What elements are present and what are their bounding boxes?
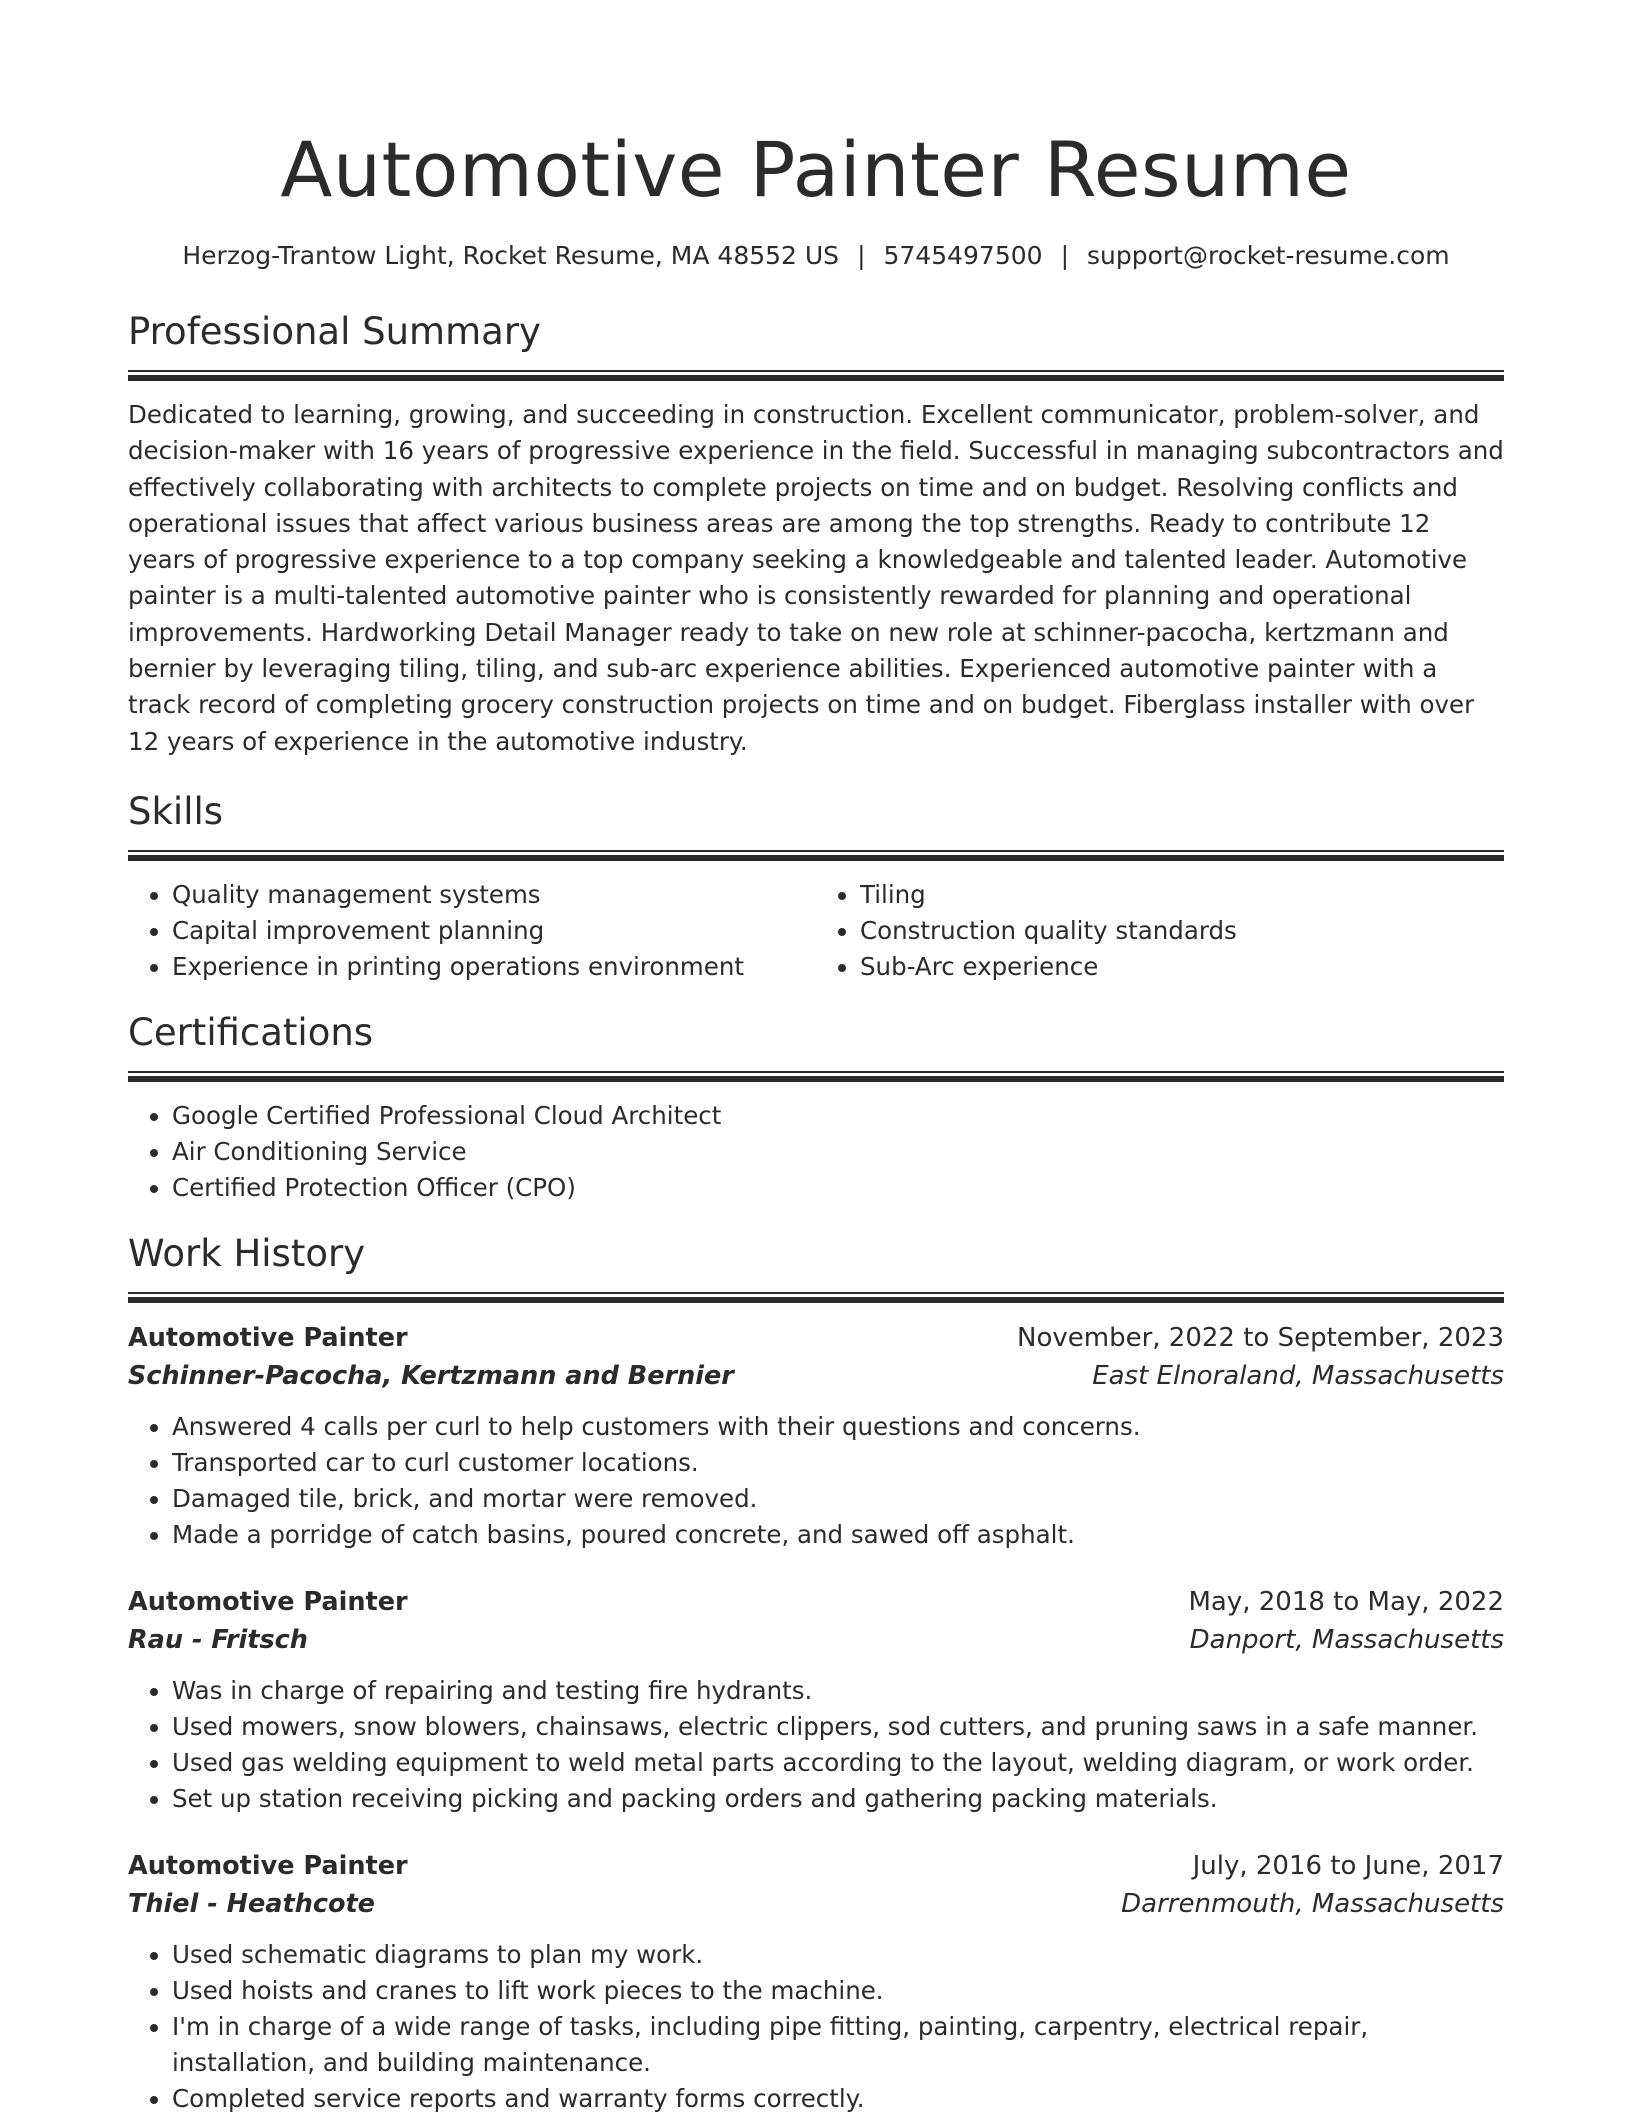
job-bullet: • I'm in charge of a wide range of tasks, including pipe fitting, painting, carpentry, electrical repair, installation, and building maintenance. <box>172 2009 1504 2081</box>
skill-item: • Construction quality standards <box>860 913 1504 949</box>
certifications-list <box>128 1098 1504 1206</box>
job-bullet: • Damaged tile, brick, and mortar were removed. <box>172 1481 1504 1517</box>
skills-grid <box>128 877 1504 985</box>
job-entry <box>128 1583 1504 1817</box>
summary-text: Dedicated to learning, growing, and succeeding in construction. Excellent communicator, problem-solver, and decision-maker with 16 years of progressive experience in the field. Successful in managing subcontractors and effectively collaborating with architects to complete projects on time and on budget. Resolving conflicts and operational issues that affect various business areas are among the top strengths. Ready to contribute 12 years of progressive experience to a top company seeking a knowledgeable and talented leader. Automotive painter is a multi-talented automotive painter who is consistently rewarded for planning and operational improvements. Hardworking Detail Manager ready to take on new role at schinner-pacocha, kertzmann and bernier by leveraging tiling, tiling, and sub-arc experience abilities. Experienced automotive painter with a track record of completing grocery construction projects on time and on budget. Fiberglass installer with over 12 years of experience in the automotive industry. <box>128 400 1504 756</box>
job-bullet: • Was in charge of repairing and testing fire hydrants. <box>172 1673 1504 1709</box>
job-bullet: • Used mowers, snow blowers, chainsaws, electric clippers, sod cutters, and pruning saws in a safe manner. <box>172 1709 1504 1745</box>
section-divider <box>128 850 1504 861</box>
job-title: Automotive Painter <box>128 1322 408 1353</box>
job-bullets <box>128 1673 1504 1817</box>
job-header-row <box>128 1583 1504 1621</box>
job-bullet: • Transported car to curl customer locations. <box>172 1445 1504 1481</box>
certifications-section <box>128 1009 1504 1206</box>
skill-item: • Capital improvement planning <box>172 913 816 949</box>
work-history-heading: Work History <box>128 1231 366 1275</box>
contact-phone: 5745497500 <box>883 241 1043 270</box>
job-bullet: • Made a porridge of catch basins, poured concrete, and sawed off asphalt. <box>172 1517 1504 1553</box>
job-company-row <box>128 1357 1504 1395</box>
job-bullet: • Completed service reports and warranty forms correctly. <box>172 2081 1504 2117</box>
summary-heading: Professional Summary <box>128 310 541 353</box>
skills-section <box>128 788 1504 985</box>
job-bullets <box>128 1409 1504 1553</box>
job-header-row <box>128 1847 1504 1885</box>
contact-email: support@rocket-resume.com <box>1087 241 1450 270</box>
certification-item: • Google Certified Professional Cloud Architect <box>172 1098 1504 1134</box>
job-bullet: • Used gas welding equipment to weld metal parts according to the layout, welding diagram, or work order. <box>172 1745 1504 1781</box>
job-company-row <box>128 1885 1504 1923</box>
skill-item: • Experience in printing operations environment <box>172 949 816 985</box>
job-dates: November, 2022 to September, 2023 <box>1017 1322 1504 1353</box>
contact-separator: | <box>857 241 866 270</box>
certifications-heading: Certifications <box>128 1010 374 1054</box>
job-bullet: • Used hoists and cranes to lift work pieces to the machine. <box>172 1973 1504 2009</box>
job-location: Darrenmouth, Massachusetts <box>1121 1888 1504 1919</box>
skills-list-right <box>816 877 1504 985</box>
job-title: Automotive Painter <box>128 1586 408 1617</box>
skill-item: • Tiling <box>860 877 1504 913</box>
section-divider <box>128 1292 1504 1303</box>
certification-item: • Certified Protection Officer (CPO) <box>172 1170 1504 1206</box>
skills-list-left <box>128 877 816 985</box>
job-company: Rau - Fritsch <box>128 1624 308 1655</box>
contact-address: Herzog-Trantow Light, Rocket Resume, MA 48552 US <box>182 241 840 270</box>
job-dates: May, 2018 to May, 2022 <box>1188 1586 1504 1617</box>
job-company-row <box>128 1621 1504 1659</box>
section-divider <box>128 1071 1504 1082</box>
job-bullet: • Answered 4 calls per curl to help customers with their questions and concerns. <box>172 1409 1504 1445</box>
job-bullet: • Set up station receiving picking and packing orders and gathering packing materials. <box>172 1781 1504 1817</box>
job-company: Thiel - Heathcote <box>128 1888 375 1919</box>
work-history-section <box>128 1230 1504 2117</box>
contact-line <box>128 238 1504 274</box>
certification-item: • Air Conditioning Service <box>172 1134 1504 1170</box>
job-bullet: • Used schematic diagrams to plan my work. <box>172 1937 1504 1973</box>
skill-item: • Quality management systems <box>172 877 816 913</box>
job-company: Schinner-Pacocha, Kertzmann and Bernier <box>128 1360 734 1391</box>
skill-item: • Sub-Arc experience <box>860 949 1504 985</box>
section-divider <box>128 370 1504 381</box>
contact-separator: | <box>1060 241 1069 270</box>
skills-heading: Skills <box>128 789 224 833</box>
job-entry <box>128 1847 1504 2117</box>
job-dates: July, 2016 to June, 2017 <box>1192 1850 1504 1881</box>
job-entry <box>128 1319 1504 1553</box>
job-location: Danport, Massachusetts <box>1189 1624 1504 1655</box>
resume-title: Automotive Painter Resume <box>280 125 1352 214</box>
job-title: Automotive Painter <box>128 1850 408 1881</box>
job-bullets <box>128 1937 1504 2117</box>
job-location: East Elnoraland, Massachusetts <box>1092 1360 1504 1391</box>
summary-section <box>128 308 1504 760</box>
job-header-row <box>128 1319 1504 1357</box>
